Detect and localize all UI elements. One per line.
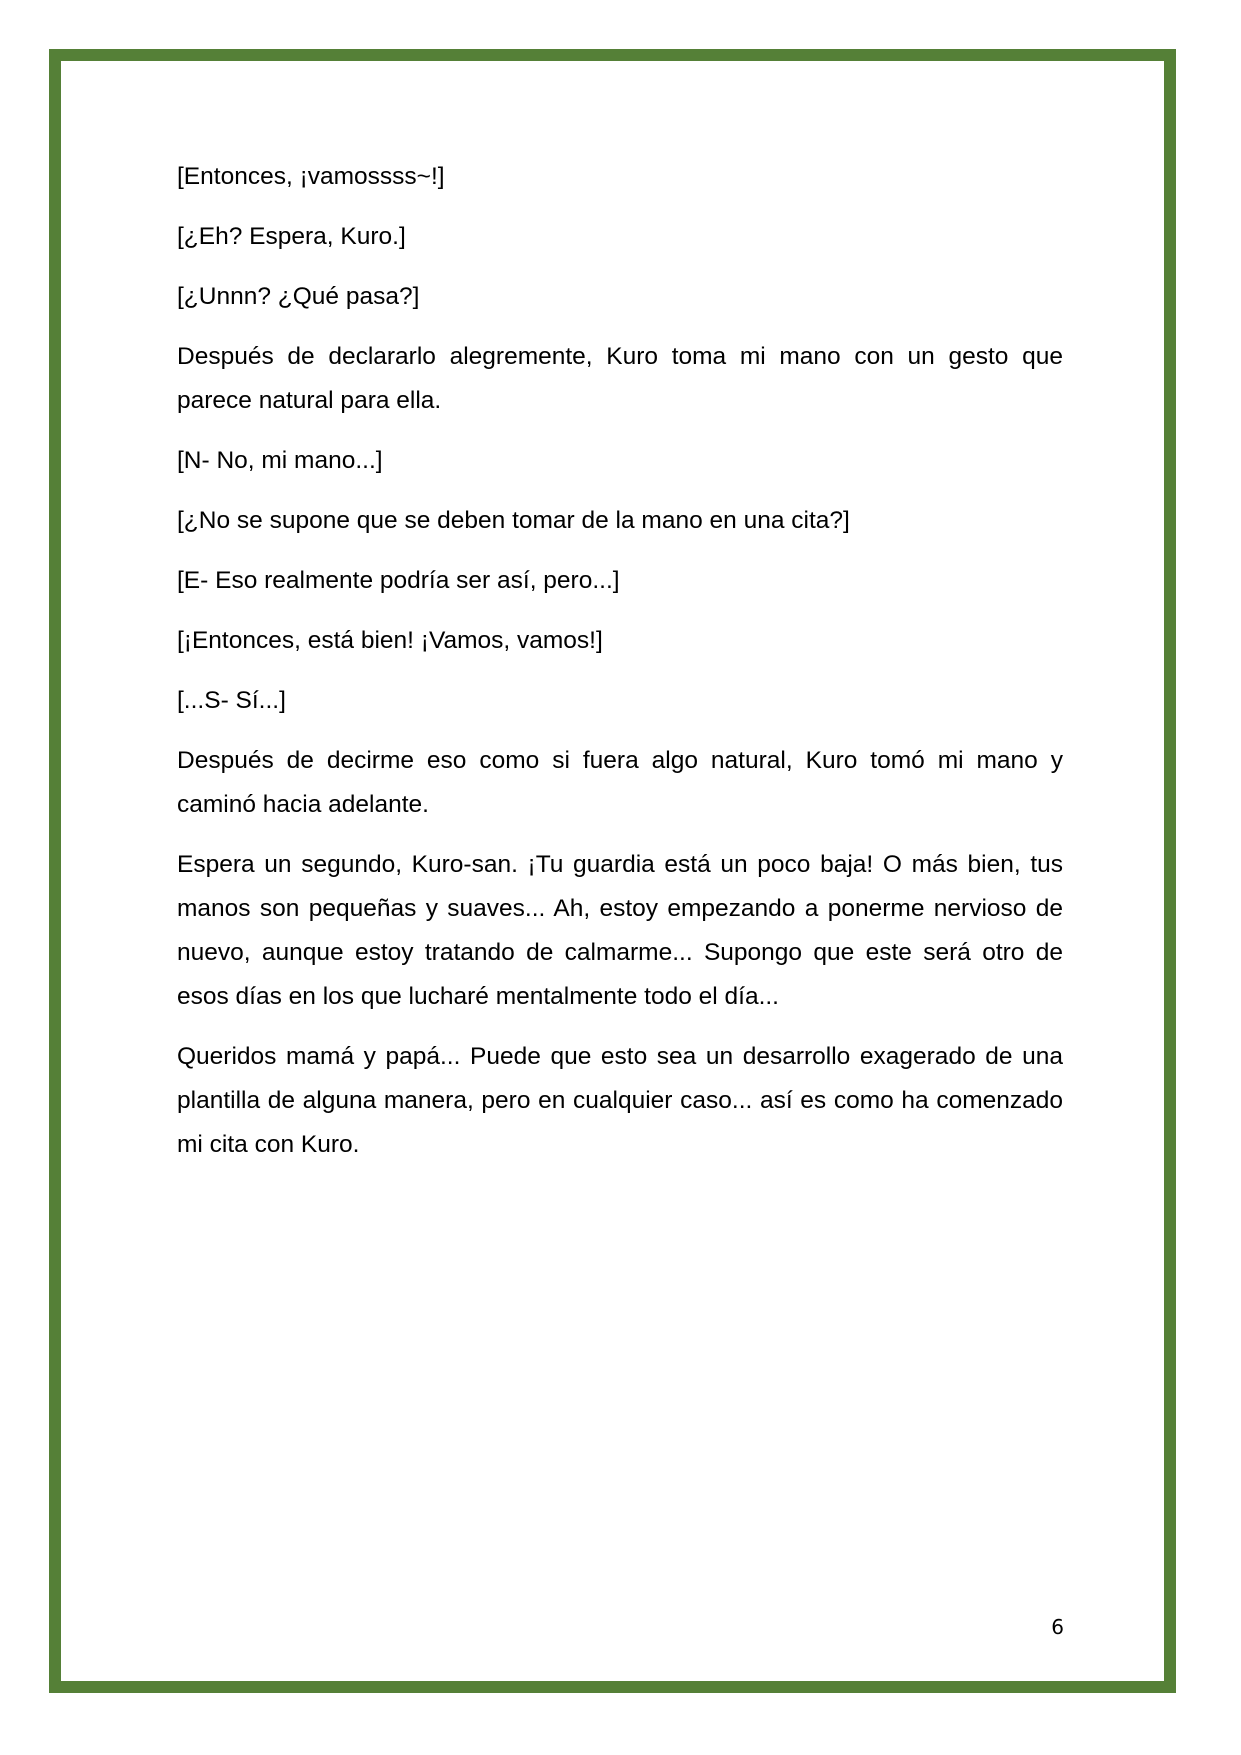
paragraph: [¿Eh? Espera, Kuro.]	[177, 223, 406, 250]
document-body	[177, 155, 1063, 1183]
paragraph: [Entonces, ¡vamossss~!]	[177, 163, 445, 190]
paragraph: [E- Eso realmente podría ser así, pero...]	[177, 567, 620, 594]
paragraph: [¿No se supone que se deben tomar de la mano en una cita?]	[177, 507, 850, 534]
paragraph: Espera un segundo, Kuro-san. ¡Tu guardia está un poco baja! O más bien, tus manos son pequeñas y suaves... Ah, estoy empezando a ponerme nervioso de nuevo, aunque estoy tratando de calmarme... Supongo que este será otro de esos días en los que lucharé mentalmente todo el día...	[177, 851, 1063, 1010]
paragraph: [¡Entonces, está bien! ¡Vamos, vamos!]	[177, 627, 603, 654]
paragraph: [¿Unnn? ¿Qué pasa?]	[177, 283, 420, 310]
paragraph: Después de declararlo alegremente, Kuro toma mi mano con un gesto que parece natural para ella.	[177, 343, 1063, 414]
paragraph: [N- No, mi mano...]	[177, 447, 383, 474]
page-number: 6	[1051, 1615, 1064, 1639]
paragraph: Después de decirme eso como si fuera algo natural, Kuro tomó mi mano y caminó hacia adelante.	[177, 747, 1063, 818]
paragraph: [...S- Sí...]	[177, 687, 286, 714]
paragraph: Queridos mamá y papá... Puede que esto sea un desarrollo exagerado de una plantilla de alguna manera, pero en cualquier caso... así es como ha comenzado mi cita con Kuro.	[177, 1043, 1063, 1158]
